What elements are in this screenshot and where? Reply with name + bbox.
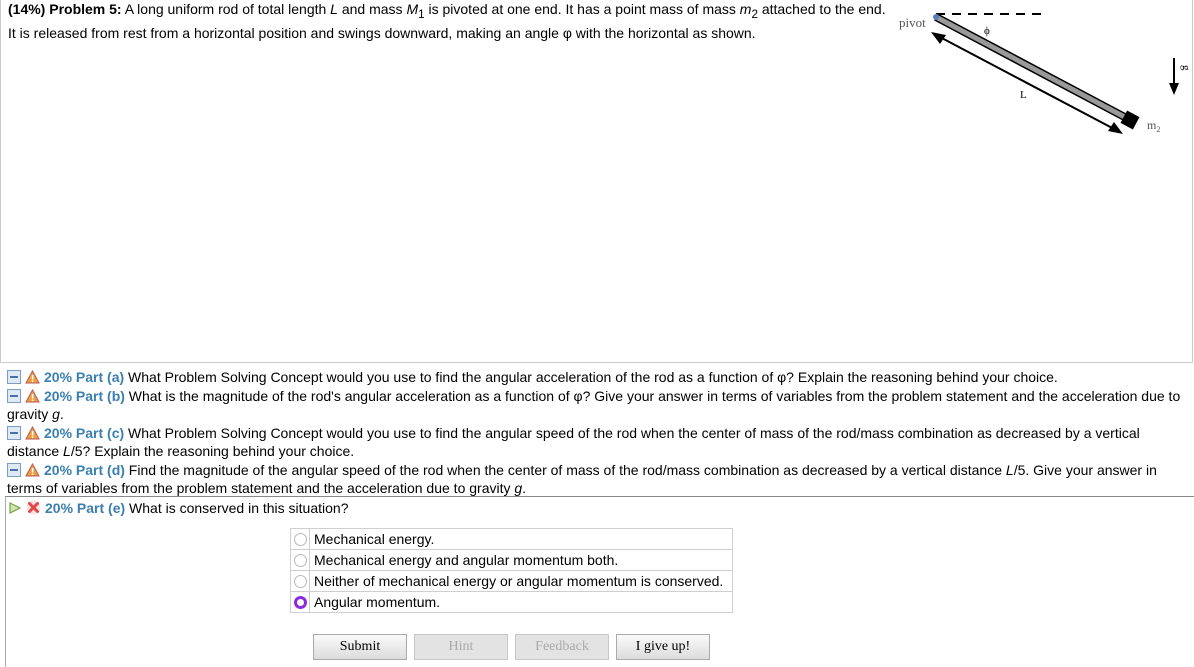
gravity-label: g (1180, 65, 1192, 71)
part-d-label: 20% Part (d) (44, 461, 125, 478)
expand-icon[interactable] (7, 370, 21, 384)
pivot-point (933, 14, 939, 20)
length-arrow-head-end (1108, 122, 1123, 134)
phi-label: ϕ (984, 25, 990, 37)
radio-option-1[interactable] (294, 533, 307, 546)
frame-left-border (0, 0, 1, 362)
length-label: L (1020, 89, 1027, 101)
warning-icon (25, 426, 40, 440)
pivot-label: pivot (899, 15, 926, 30)
part-e-label: 20% Part (e) (45, 500, 126, 516)
length-arrow (938, 36, 1116, 130)
gravity-arrow-head (1169, 83, 1179, 95)
option-label[interactable]: Angular momentum. (310, 592, 733, 613)
parts-list (7, 368, 1193, 498)
part-e-text: What is conserved in this situation? (125, 500, 349, 516)
problem-statement: (14%) Problem 5: A long uniform rod of total length L and mass $M_1$ is pivoted at one end. It has a point mass of mass $m_2$ attached to the end. It is released from rest from a horizontal position and swings downward, making an angle φ with the horizontal as shown. (8, 1, 886, 41)
option-row[interactable] (291, 592, 733, 613)
expand-icon[interactable] (7, 463, 21, 477)
part-c[interactable]: 20% Part (c) What Problem Solving Concept would you use to find the angular speed of the rod when the center of mass of the rod/mass combination as decreased by a vertical distance L/5? Explain the reasoning behind your choice. (7, 424, 1140, 459)
part-d-text: Find the magnitude of the angular speed of the rod when the center of mass of the rod/mass combination as decreased by a vertical distance (124, 461, 1006, 478)
part-c-text: What Problem Solving Concept would you use to find the angular speed of the rod when the center of mass of the rod/mass combination as decreased by a vertical distance (7, 424, 1140, 459)
part-a-text: What Problem Solving Concept would you use to find the angular acceleration of the rod as a function of φ? Explain the reasoning behind your choice. (124, 369, 1058, 385)
option-label[interactable]: Mechanical energy. (310, 529, 733, 550)
rod-diagram (888, 0, 1194, 175)
expand-icon[interactable] (7, 426, 21, 440)
expand-icon[interactable] (7, 389, 21, 403)
part-a-label: 20% Part (a) (44, 369, 125, 385)
option-row[interactable] (291, 550, 733, 571)
feedback-button[interactable]: Feedback (515, 634, 609, 660)
radio-option-2[interactable] (294, 554, 307, 567)
warning-icon (25, 463, 40, 477)
part-c-label: 20% Part (c) (44, 424, 125, 441)
part-b-text: What is the magnitude of the rod's angular acceleration as a function of φ? Give your answer in terms of variables from the problem statement and the acceleration due to gravity (7, 387, 1181, 422)
play-icon (8, 501, 22, 515)
part-d[interactable]: 20% Part (d) Find the magnitude of the angular speed of the rod when the center of mass of the rod/mass combination as decreased by a vertical distance L/5. Give your answer in terms of variables from the problem statement and the acceleration due to gravity g. (7, 461, 1157, 496)
part-e (8, 500, 349, 516)
answer-options (290, 528, 733, 613)
part-b-label: 20% Part (b) (44, 387, 125, 404)
part-b[interactable]: 20% Part (b) What is the magnitude of the rod's angular acceleration as a function of φ? Give your answer in terms of variables from the problem statement and the acceleration due to gravity g. (7, 387, 1181, 422)
length-arrow-head-start (931, 32, 946, 44)
radio-option-4-selected[interactable] (294, 596, 307, 609)
option-row[interactable] (291, 571, 733, 592)
warning-icon (25, 389, 40, 403)
warning-icon (25, 370, 40, 384)
radio-option-3[interactable] (294, 575, 307, 588)
give-up-button[interactable]: I give up! (616, 634, 710, 660)
mass-label: $m_2$ (1147, 118, 1161, 134)
option-row[interactable] (291, 529, 733, 550)
option-label[interactable]: Neither of mechanical energy or angular momentum is conserved. (310, 571, 733, 592)
option-label[interactable]: Mechanical energy and angular momentum both. (310, 550, 733, 571)
submit-button[interactable]: Submit (313, 634, 407, 660)
hint-button[interactable]: Hint (414, 634, 508, 660)
problem-prefix: (14%) Problem 5: (8, 1, 122, 17)
rod-inner (936, 17, 1134, 122)
part-a[interactable] (7, 368, 1193, 387)
error-x-icon (26, 500, 41, 515)
